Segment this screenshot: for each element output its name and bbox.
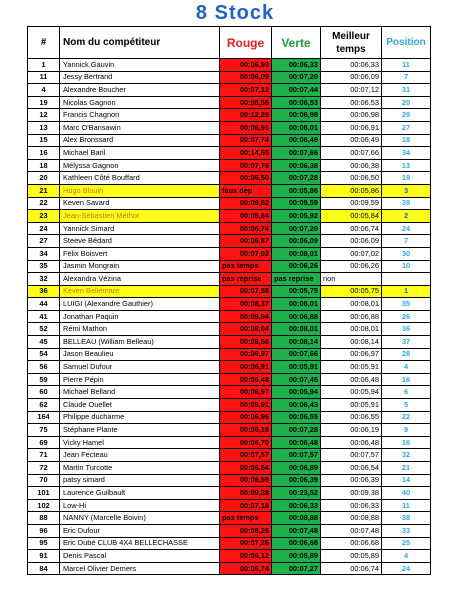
cell-best-time: 00:06,48 — [321, 373, 382, 386]
cell-competitor-name: Pierre Pépin — [60, 373, 220, 386]
table-row — [28, 562, 431, 575]
cell-number: 101 — [28, 487, 60, 500]
cell-competitor-name: Francis Chagnon — [60, 109, 220, 122]
cell-competitor-name: Philippe ducharme — [60, 411, 220, 424]
cell-rouge-time: 00:05,84 — [220, 210, 272, 223]
cell-verte-time: 00:07,66 — [272, 348, 321, 361]
table-row — [28, 550, 431, 563]
cell-position: 4 — [382, 361, 431, 374]
cell-rouge-time: 00:07,57 — [220, 449, 272, 462]
cell-rouge-time: faux dep — [220, 184, 272, 197]
cell-verte-time: 00:07,44 — [272, 84, 321, 97]
cell-rouge-time: 00:08,58 — [220, 336, 272, 349]
cell-competitor-name: Alexandra Vézina — [60, 273, 220, 286]
cell-best-time: 00:06,74 — [321, 562, 382, 575]
cell-verte-time: 00:09,59 — [272, 197, 321, 210]
cell-position: 34 — [382, 147, 431, 160]
cell-rouge-time: 00:07,12 — [220, 84, 272, 97]
cell-competitor-name: Alex Bronssard — [60, 134, 220, 147]
cell-rouge-time: 00:06,09 — [220, 71, 272, 84]
cell-best-time: non — [321, 273, 382, 286]
cell-rouge-time: 00:07,26 — [220, 537, 272, 550]
cell-verte-time: 00:06,26 — [272, 260, 321, 273]
cell-competitor-name: Yannick Simard — [60, 222, 220, 235]
cell-best-time: 00:05,86 — [321, 184, 382, 197]
cell-rouge-time: 00:06,19 — [220, 424, 272, 437]
cell-rouge-time: 00:07,74 — [220, 134, 272, 147]
header-verte: Verte — [272, 27, 321, 59]
cell-verte-time: 00:05,92 — [272, 210, 321, 223]
cell-rouge-time: 00:07,58 — [220, 285, 272, 298]
cell-verte-time: 00:08,01 — [272, 121, 321, 134]
cell-rouge-time: 00:06,87 — [220, 235, 272, 248]
cell-position: 16 — [382, 436, 431, 449]
cell-rouge-time: 00:12,29 — [220, 109, 272, 122]
cell-competitor-name: Marcel Olivier Demers — [60, 562, 220, 575]
cell-competitor-name: Keven Savard — [60, 197, 220, 210]
table-row — [28, 436, 431, 449]
cell-best-time: 00:06,54 — [321, 462, 382, 475]
cell-position: 24 — [382, 562, 431, 575]
cell-position: 39 — [382, 197, 431, 210]
cell-number: 16 — [28, 147, 60, 160]
table-row — [28, 197, 431, 210]
cell-number: 34 — [28, 247, 60, 260]
cell-position: 22 — [382, 411, 431, 424]
cell-best-time: 00:09,59 — [321, 197, 382, 210]
cell-rouge-time: 00:06,97 — [220, 386, 272, 399]
cell-competitor-name: Kathleen Côté Bouffard — [60, 172, 220, 185]
cell-position: 35 — [382, 298, 431, 311]
cell-verte-time: 00:07,57 — [272, 449, 321, 462]
cell-position: 5 — [382, 399, 431, 412]
cell-competitor-name: Marc O'Bansawin — [60, 121, 220, 134]
cell-competitor-name: Vicky Hamel — [60, 436, 220, 449]
cell-rouge-time: 00:06,48 — [220, 373, 272, 386]
cell-rouge-time: 00:09,38 — [220, 487, 272, 500]
cell-verte-time: 00:06,33 — [272, 499, 321, 512]
cell-best-time: 00:06,48 — [321, 436, 382, 449]
cell-position: 29 — [382, 109, 431, 122]
cell-number: 44 — [28, 298, 60, 311]
cell-best-time: 00:06,91 — [321, 121, 382, 134]
cell-position: 30 — [382, 247, 431, 260]
header-position: Position — [382, 27, 431, 59]
cell-position: 20 — [382, 96, 431, 109]
cell-rouge-time: 00:08,26 — [220, 524, 272, 537]
table-row — [28, 210, 431, 223]
cell-rouge-time: 00:06,97 — [220, 348, 272, 361]
cell-best-time: 00:06,49 — [321, 134, 382, 147]
table-row — [28, 310, 431, 323]
cell-verte-time: 00:07,28 — [272, 172, 321, 185]
table-row — [28, 537, 431, 550]
cell-position: 10 — [382, 260, 431, 273]
cell-competitor-name: patsy simard — [60, 474, 220, 487]
cell-rouge-time: 00:09,82 — [220, 197, 272, 210]
cell-position: 26 — [382, 310, 431, 323]
cell-number: 36 — [28, 285, 60, 298]
cell-best-time: 00:06,33 — [321, 499, 382, 512]
cell-rouge-time: 00:06,12 — [220, 550, 272, 563]
table-row — [28, 361, 431, 374]
cell-number: 88 — [28, 512, 60, 525]
cell-position: 32 — [382, 449, 431, 462]
results-table — [27, 26, 431, 575]
cell-verte-time: 00:06,33 — [272, 59, 321, 72]
cell-number: 11 — [28, 71, 60, 84]
cell-verte-time: 00:07,27 — [272, 562, 321, 575]
cell-best-time: 00:06,26 — [321, 260, 382, 273]
cell-number: 4 — [28, 84, 60, 97]
cell-number: 84 — [28, 562, 60, 575]
cell-position: 6 — [382, 386, 431, 399]
cell-position: 7 — [382, 235, 431, 248]
cell-rouge-time: 00:06,50 — [220, 172, 272, 185]
cell-best-time: 00:05,75 — [321, 285, 382, 298]
cell-best-time: 00:06,88 — [321, 310, 382, 323]
cell-number: 23 — [28, 210, 60, 223]
cell-verte-time: 00:06,55 — [272, 411, 321, 424]
cell-number: 13 — [28, 121, 60, 134]
cell-rouge-time: 00:05,91 — [220, 399, 272, 412]
cell-competitor-name: Jean-Sébastien Méthot — [60, 210, 220, 223]
cell-best-time: 00:08,88 — [321, 512, 382, 525]
cell-best-time: 00:06,53 — [321, 96, 382, 109]
cell-competitor-name: Jean Fecteau — [60, 449, 220, 462]
cell-best-time: 00:09,38 — [321, 487, 382, 500]
cell-rouge-time: 00:09,94 — [220, 310, 272, 323]
cell-competitor-name: NANNY (Marcelle Boivin) — [60, 512, 220, 525]
cell-position: 31 — [382, 84, 431, 97]
cell-competitor-name: LUIGI (Alexandre Gauthier) — [60, 298, 220, 311]
cell-competitor-name: Mélyssa Gagnon — [60, 159, 220, 172]
cell-verte-time: 00:07,66 — [272, 147, 321, 160]
table-row — [28, 235, 431, 248]
cell-competitor-name: Keven Bellemare — [60, 285, 220, 298]
table-row — [28, 109, 431, 122]
cell-number: 56 — [28, 361, 60, 374]
cell-competitor-name: Claude Ouellet — [60, 399, 220, 412]
cell-verte-time: 00:23,52 — [272, 487, 321, 500]
cell-rouge-time: 00:08,56 — [220, 96, 272, 109]
cell-verte-time: 00:06,49 — [272, 134, 321, 147]
cell-position: 40 — [382, 487, 431, 500]
table-row — [28, 487, 431, 500]
cell-verte-time: 00:08,01 — [272, 298, 321, 311]
cell-position: 33 — [382, 524, 431, 537]
table-row — [28, 247, 431, 260]
table-row — [28, 285, 431, 298]
cell-competitor-name: Nicolas Gagnon — [60, 96, 220, 109]
cell-verte-time: 00:05,75 — [272, 285, 321, 298]
cell-number: 96 — [28, 524, 60, 537]
cell-best-time: 00:06,33 — [321, 59, 382, 72]
cell-number: 15 — [28, 134, 60, 147]
cell-best-time: 00:06,98 — [321, 109, 382, 122]
cell-best-time: 00:08,01 — [321, 323, 382, 336]
cell-verte-time: 00:06,98 — [272, 109, 321, 122]
cell-competitor-name: Laurence Guilbault — [60, 487, 220, 500]
cell-position: 21 — [382, 462, 431, 475]
cell-competitor-name: Eric Dubé CLUB 4X4 BELLECHASSE — [60, 537, 220, 550]
header-row — [28, 27, 431, 59]
cell-rouge-time: 00:07,76 — [220, 159, 272, 172]
cell-number: 69 — [28, 436, 60, 449]
cell-competitor-name: Eric Dufour — [60, 524, 220, 537]
cell-competitor-name: Yannick Gauvin — [60, 59, 220, 72]
cell-rouge-time: pas reprise — [220, 273, 272, 286]
cell-verte-time: 00:06,39 — [272, 474, 321, 487]
cell-number: 60 — [28, 386, 60, 399]
cell-best-time: 00:06,68 — [321, 537, 382, 550]
cell-verte-time: 00:06,09 — [272, 235, 321, 248]
cell-verte-time: 00:06,68 — [272, 537, 321, 550]
cell-rouge-time: 00:07,18 — [220, 499, 272, 512]
cell-verte-time: 00:07,28 — [272, 424, 321, 437]
cell-verte-time: 00:06,53 — [272, 96, 321, 109]
cell-verte-time: 00:08,01 — [272, 247, 321, 260]
cell-position: 2 — [382, 210, 431, 223]
cell-rouge-time: 00:08,04 — [220, 323, 272, 336]
cell-position: 25 — [382, 537, 431, 550]
table-row — [28, 499, 431, 512]
cell-rouge-time: pas temps — [220, 260, 272, 273]
table-row — [28, 134, 431, 147]
table-row — [28, 222, 431, 235]
cell-rouge-time: pas temps — [220, 512, 272, 525]
cell-position: 38 — [382, 512, 431, 525]
cell-position: 36 — [382, 323, 431, 336]
cell-rouge-time: 00:06,93 — [220, 59, 272, 72]
table-row — [28, 298, 431, 311]
cell-number: 71 — [28, 449, 60, 462]
cell-competitor-name: Martin Turcotte — [60, 462, 220, 475]
cell-number: 62 — [28, 399, 60, 412]
cell-verte-time: pas reprise — [272, 273, 321, 286]
cell-number: 12 — [28, 109, 60, 122]
cell-verte-time: 00:06,88 — [272, 310, 321, 323]
cell-position: 37 — [382, 336, 431, 349]
header-best-time — [321, 27, 382, 59]
cell-best-time: 00:08,01 — [321, 298, 382, 311]
table-row — [28, 462, 431, 475]
cell-number: 95 — [28, 537, 60, 550]
cell-verte-time: 00:05,86 — [272, 184, 321, 197]
cell-competitor-name: Denis Pascal — [60, 550, 220, 563]
cell-number: 45 — [28, 336, 60, 349]
cell-position: 18 — [382, 134, 431, 147]
cell-position: 9 — [382, 424, 431, 437]
cell-best-time: 00:06,74 — [321, 222, 382, 235]
cell-rouge-time: 00:14,65 — [220, 147, 272, 160]
table-row — [28, 373, 431, 386]
cell-verte-time: 00:06,89 — [272, 462, 321, 475]
cell-rouge-time: 00:08,37 — [220, 298, 272, 311]
table-row — [28, 424, 431, 437]
cell-rouge-time: 00:06,74 — [220, 222, 272, 235]
cell-number: 91 — [28, 550, 60, 563]
cell-competitor-name: Low-Hi — [60, 499, 220, 512]
cell-competitor-name: Jessy Bertrand — [60, 71, 220, 84]
table-row — [28, 71, 431, 84]
cell-verte-time: 00:05,89 — [272, 550, 321, 563]
table-row — [28, 474, 431, 487]
cell-number: 20 — [28, 172, 60, 185]
cell-best-time: 00:08,14 — [321, 336, 382, 349]
cell-position: 7 — [382, 71, 431, 84]
cell-best-time: 00:06,39 — [321, 474, 382, 487]
table-row — [28, 411, 431, 424]
cell-position: 11 — [382, 59, 431, 72]
cell-best-time: 00:07,12 — [321, 84, 382, 97]
table-row — [28, 273, 431, 286]
cell-best-time: 00:06,50 — [321, 172, 382, 185]
cell-best-time: 00:07,02 — [321, 247, 382, 260]
table-row — [28, 386, 431, 399]
cell-verte-time: 00:05,91 — [272, 361, 321, 374]
cell-rouge-time: 00:06,59 — [220, 474, 272, 487]
cell-verte-time: 00:06,43 — [272, 399, 321, 412]
cell-rouge-time: 00:06,91 — [220, 361, 272, 374]
cell-rouge-time: 00:06,91 — [220, 121, 272, 134]
cell-verte-time: 00:08,88 — [272, 512, 321, 525]
cell-position — [382, 273, 431, 286]
cell-position: 27 — [382, 121, 431, 134]
cell-competitor-name: Rémi Mathon — [60, 323, 220, 336]
cell-competitor-name: Jason Beaulieu — [60, 348, 220, 361]
cell-number: 70 — [28, 474, 60, 487]
cell-position: 14 — [382, 474, 431, 487]
cell-verte-time: 00:07,20 — [272, 71, 321, 84]
table-row — [28, 323, 431, 336]
cell-best-time: 00:05,91 — [321, 399, 382, 412]
cell-rouge-time: 00:06,96 — [220, 411, 272, 424]
cell-verte-time: 00:06,48 — [272, 436, 321, 449]
cell-number: 102 — [28, 499, 60, 512]
cell-best-time: 00:07,48 — [321, 524, 382, 537]
cell-number: 27 — [28, 235, 60, 248]
cell-position: 19 — [382, 172, 431, 185]
table-row — [28, 59, 431, 72]
cell-number: 21 — [28, 184, 60, 197]
cell-rouge-time: 00:06,70 — [220, 436, 272, 449]
cell-position: 3 — [382, 184, 431, 197]
cell-number: 1 — [28, 59, 60, 72]
table-row — [28, 449, 431, 462]
table-row — [28, 121, 431, 134]
cell-number: 41 — [28, 310, 60, 323]
cell-rouge-time: 00:06,54 — [220, 462, 272, 475]
table-row — [28, 336, 431, 349]
cell-competitor-name: Alexandre Boucher — [60, 84, 220, 97]
header-best-line2: temps — [336, 43, 366, 55]
cell-number: 35 — [28, 260, 60, 273]
cell-competitor-name: Steeve Bédard — [60, 235, 220, 248]
cell-number: 52 — [28, 323, 60, 336]
table-body — [28, 59, 431, 575]
cell-verte-time: 00:08,14 — [272, 336, 321, 349]
cell-competitor-name: Hugo Blouin — [60, 184, 220, 197]
cell-number: 24 — [28, 222, 60, 235]
cell-verte-time: 00:05,94 — [272, 386, 321, 399]
cell-position: 24 — [382, 222, 431, 235]
table-row — [28, 84, 431, 97]
cell-best-time: 00:05,84 — [321, 210, 382, 223]
cell-position: 28 — [382, 348, 431, 361]
table-row — [28, 159, 431, 172]
cell-number: 22 — [28, 197, 60, 210]
cell-position: 1 — [382, 285, 431, 298]
cell-verte-time: 00:06,38 — [272, 159, 321, 172]
cell-best-time: 00:07,57 — [321, 449, 382, 462]
cell-verte-time: 00:07,45 — [272, 373, 321, 386]
cell-best-time: 00:05,91 — [321, 361, 382, 374]
cell-verte-time: 00:08,01 — [272, 323, 321, 336]
cell-number: 72 — [28, 462, 60, 475]
cell-competitor-name: Michael Belland — [60, 386, 220, 399]
table-row — [28, 348, 431, 361]
cell-position: 13 — [382, 159, 431, 172]
cell-number: 75 — [28, 424, 60, 437]
header-best-line1: Meilleur — [332, 30, 370, 42]
table-row — [28, 399, 431, 412]
cell-rouge-time: 00:07,02 — [220, 247, 272, 260]
table-row — [28, 184, 431, 197]
page-title: 8 Stock — [195, 2, 275, 24]
cell-competitor-name: Stéphane Plante — [60, 424, 220, 437]
cell-competitor-name: Jasmin Mongrain — [60, 260, 220, 273]
cell-number: 59 — [28, 373, 60, 386]
cell-number: 54 — [28, 348, 60, 361]
cell-competitor-name: Félix Boisvert — [60, 247, 220, 260]
cell-position: 4 — [382, 550, 431, 563]
cell-best-time: 00:06,55 — [321, 411, 382, 424]
cell-number: 164 — [28, 411, 60, 424]
table-row — [28, 524, 431, 537]
cell-competitor-name: BELLEAU (William Belleau) — [60, 336, 220, 349]
cell-best-time: 00:07,66 — [321, 147, 382, 160]
cell-best-time: 00:06,09 — [321, 71, 382, 84]
header-rouge: Rouge — [220, 27, 272, 59]
table-row — [28, 260, 431, 273]
cell-best-time: 00:06,19 — [321, 424, 382, 437]
cell-best-time: 00:06,09 — [321, 235, 382, 248]
header-number: # — [28, 27, 60, 59]
table-row — [28, 147, 431, 160]
cell-best-time: 00:05,94 — [321, 386, 382, 399]
cell-verte-time: 00:07,20 — [272, 222, 321, 235]
cell-position: 11 — [382, 499, 431, 512]
cell-position: 16 — [382, 373, 431, 386]
cell-best-time: 00:06,97 — [321, 348, 382, 361]
table-row — [28, 512, 431, 525]
cell-competitor-name: Michael Baril — [60, 147, 220, 160]
cell-verte-time: 00:07,48 — [272, 524, 321, 537]
cell-competitor-name: Jonathan Paquin — [60, 310, 220, 323]
cell-number: 19 — [28, 96, 60, 109]
cell-best-time: 00:05,89 — [321, 550, 382, 563]
table-row — [28, 96, 431, 109]
header-name: Nom du compétiteur — [60, 27, 220, 59]
cell-best-time: 00:06,38 — [321, 159, 382, 172]
cell-number: 18 — [28, 159, 60, 172]
cell-number: 32 — [28, 273, 60, 286]
cell-rouge-time: 00:06,74 — [220, 562, 272, 575]
table-row — [28, 172, 431, 185]
cell-competitor-name: Samuel Dufour — [60, 361, 220, 374]
